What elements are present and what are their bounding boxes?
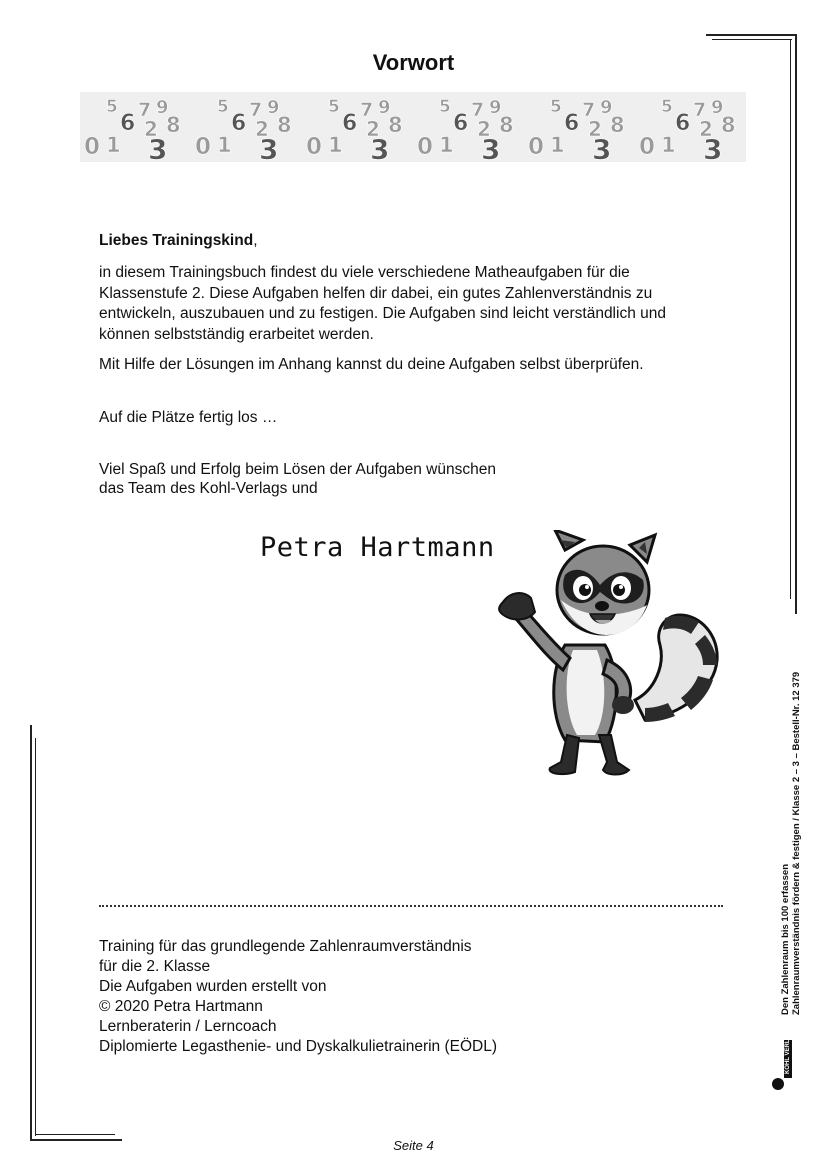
frame-top-right-h2 (712, 39, 792, 40)
banner-digit: 1 (106, 133, 121, 157)
banner-digit: 8 (166, 113, 181, 137)
page-title: Vorwort (372, 50, 455, 75)
logo-text: KOHL VERLAG (785, 1030, 791, 1074)
banner-digit: 3 (481, 133, 501, 162)
banner-digit: 7 (693, 99, 707, 121)
banner-digit: 3 (703, 133, 723, 162)
author-info-line: Diplomierte Legasthenie- und Dyskalkulietrainerin (EÖDL) (99, 1038, 498, 1055)
page-number: Seite 4 (393, 1138, 434, 1153)
banner-digit: 7 (471, 99, 485, 121)
banner-digit: 7 (249, 99, 263, 121)
banner-digit: 3 (370, 133, 390, 162)
banner-digit: 2 (477, 117, 491, 141)
banner-digit: 9 (711, 97, 724, 118)
banner-digit: 9 (156, 97, 169, 118)
closing-line: Viel Spaß und Erfolg beim Lösen der Aufgaben wünschen (99, 461, 496, 478)
sidebar-line-1: Den Zahlenraum bis 100 erfassen (780, 863, 791, 1015)
banner-digit: 8 (388, 113, 403, 137)
author-info-line: Training für das grundlegende Zahlenraumverständnis (99, 938, 472, 955)
frame-bottom-left-h2 (35, 1134, 115, 1135)
publisher-logo (770, 1030, 794, 1092)
number-banner-tile (635, 92, 746, 162)
banner-digit: 6 (120, 111, 136, 136)
banner-digit: 8 (721, 113, 736, 137)
banner-digit: 6 (675, 111, 691, 136)
banner-digit: 8 (499, 113, 514, 137)
banner-digit: 2 (366, 117, 380, 141)
banner-digit: 9 (600, 97, 613, 118)
number-banner-tile (191, 92, 302, 162)
banner-digit: 2 (255, 117, 269, 141)
banner-digit: 5 (106, 97, 118, 117)
number-banner-tile (524, 92, 635, 162)
number-banner-tile (413, 92, 524, 162)
frame-bottom-left-v2 (35, 738, 36, 1136)
paragraph-1-line: in diesem Trainingsbuch findest du viele verschiedene Matheaufgaben für die (99, 264, 630, 281)
banner-digit: 1 (550, 133, 565, 157)
banner-digit: 2 (699, 117, 713, 141)
greeting-comma: , (253, 232, 258, 249)
closing-line: das Team des Kohl-Verlags und (99, 480, 318, 497)
sidebar-series-info (780, 672, 802, 1015)
banner-digit: 6 (453, 111, 469, 136)
banner-digit: 3 (148, 133, 168, 162)
banner-digit: 5 (550, 97, 562, 117)
paragraph-1 (99, 263, 719, 345)
greeting-line (99, 231, 719, 252)
banner-digit: 6 (564, 111, 580, 136)
paragraph-2: Mit Hilfe der Lösungen im Anhang kannst du deine Aufgaben selbst überprüfen. (99, 356, 644, 373)
greeting: Liebes Trainingskind (99, 232, 254, 249)
banner-digit: 5 (217, 97, 229, 117)
banner-digit: 8 (277, 113, 292, 137)
signature: Petra Hartmann (260, 532, 495, 563)
paragraph-1-line: entwickeln, auszubauen und zu festigen. Die Aufgaben sind leicht verständlich und (99, 305, 666, 322)
author-info-line: für die 2. Klasse (99, 958, 211, 975)
banner-digit: 7 (360, 99, 374, 121)
banner-digit: 1 (661, 133, 676, 157)
frame-bottom-left-v1 (30, 725, 32, 1140)
number-banner-tile (302, 92, 413, 162)
paragraph-1-line: können selbstständig erarbeitet werden. (99, 325, 374, 343)
frame-top-right-h1 (706, 34, 796, 36)
paragraph-1-line: Klassenstufe 2. Diese Aufgaben helfen dir dabei, ein gutes Zahlenverständnis zu (99, 284, 653, 302)
dotted-divider (99, 905, 723, 907)
banner-digit: 5 (439, 97, 451, 117)
banner-digit: 2 (144, 117, 158, 141)
banner-digit: 3 (259, 133, 279, 162)
banner-digit: 1 (328, 133, 343, 157)
banner-digit: 0 (195, 134, 212, 160)
banner-digit: 0 (417, 134, 434, 160)
banner-digit: 1 (439, 133, 454, 157)
frame-top-right-v1 (795, 34, 797, 614)
author-info-line: Die Aufgaben wurden erstellt von (99, 978, 327, 995)
banner-digit: 7 (138, 99, 152, 121)
banner-digit: 0 (84, 134, 101, 160)
author-info-line: Lernberaterin / Lerncoach (99, 1018, 277, 1035)
author-info-line: © 2020 Petra Hartmann (99, 998, 263, 1015)
closing (99, 460, 719, 498)
number-banner (80, 92, 747, 162)
banner-digit: 9 (267, 97, 280, 118)
banner-digit: 6 (231, 111, 247, 136)
banner-digit: 5 (661, 97, 673, 117)
author-info (99, 937, 497, 1057)
banner-digit: 9 (489, 97, 502, 118)
banner-digit: 7 (582, 99, 596, 121)
banner-digit: 5 (328, 97, 340, 117)
raccoon-illustration (495, 530, 730, 780)
banner-digit: 3 (592, 133, 612, 162)
number-banner-tile (80, 92, 191, 162)
paragraph-3: Auf die Plätze fertig los … (99, 409, 278, 426)
banner-digit: 0 (306, 134, 323, 160)
banner-digit: 0 (639, 134, 656, 160)
banner-digit: 6 (342, 111, 358, 136)
sidebar-line-2: Zahlenraumverständnis fördern & festigen / Klasse 2 – 3 – Bestell-Nr. 12 379 (791, 671, 802, 1015)
frame-top-right-v2 (790, 39, 791, 599)
banner-digit: 0 (528, 134, 545, 160)
raccoon-head (555, 530, 655, 635)
banner-digit: 9 (378, 97, 391, 118)
banner-digit: 8 (610, 113, 625, 137)
banner-digit: 1 (217, 133, 232, 157)
banner-digit: 2 (588, 117, 602, 141)
raccoon-tail (635, 615, 717, 722)
